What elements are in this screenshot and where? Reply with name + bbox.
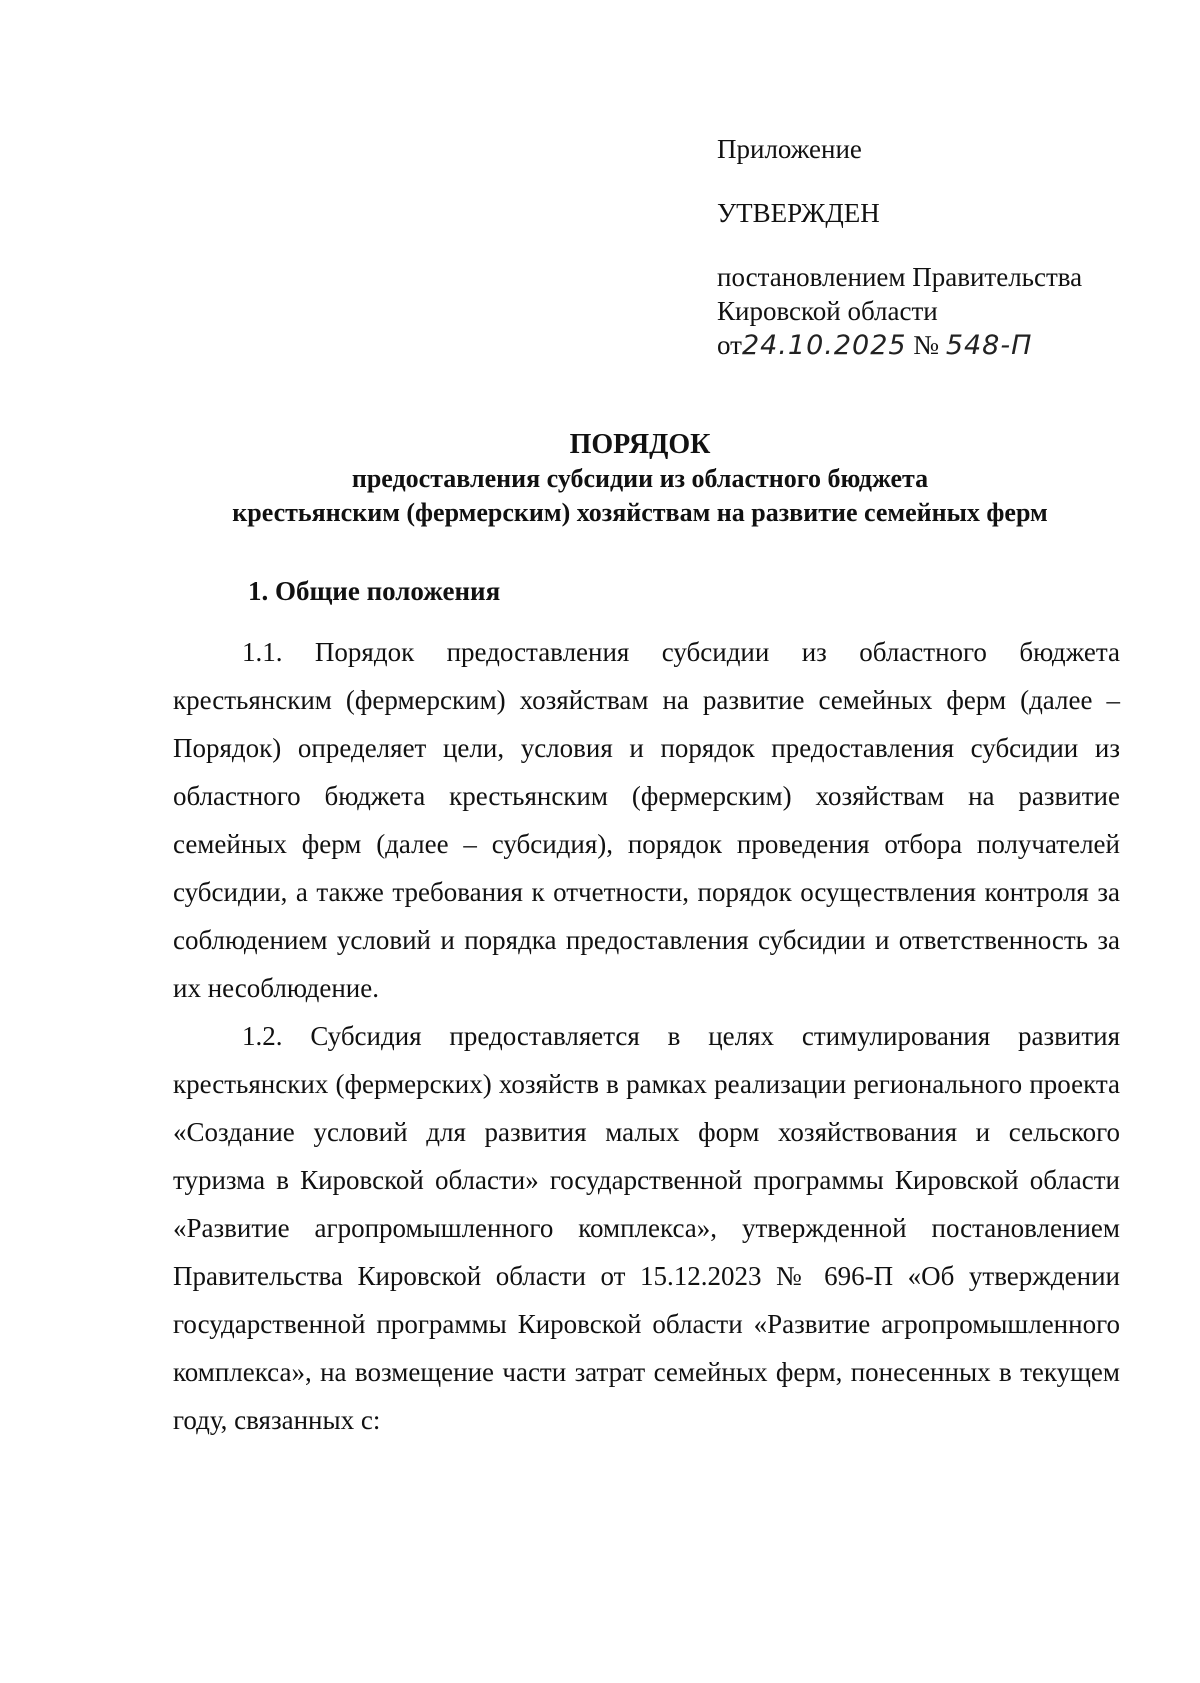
approval-block <box>717 132 1157 363</box>
paragraph-1-1: 1.1. Порядок предоставления субсидии из областного бюджета крестьянским (фермерским) хозяйствам на развитие семейных ферм (далее – Порядок) определяет цели, условия и порядок предоставления субсидии из областного бюджета крестьянским (фермерским) хозяйствам на развитие семейных ферм (далее – субсидия), порядок проведения отбора получателей субсидии, а также требования к отчетности, порядок осуществления контроля за соблюдением условий и порядка предоставления субсидии и ответственность за их несоблюдение. <box>173 637 1120 1003</box>
title-line-3: крестьянским (фермерским) хозяйствам на развитие семейных ферм <box>232 498 1048 527</box>
title-line-2: предоставления субсидии из областного бюджета <box>351 464 929 493</box>
document-title <box>150 428 1130 530</box>
resolution-line-1: постановлением Правительства <box>717 262 1083 292</box>
appendix-label: Приложение <box>717 134 862 164</box>
handwritten-number: 548-П <box>945 330 1033 361</box>
section-heading: 1. Общие положения <box>248 576 501 606</box>
handwritten-date: 24.10.2025 <box>741 330 907 361</box>
document-body <box>173 628 1120 1444</box>
number-sign: № <box>913 330 940 360</box>
resolution-date-line <box>717 328 1157 363</box>
approved-label: УТВЕРЖДЕН <box>717 198 880 228</box>
title-main: ПОРЯДОК <box>569 429 711 460</box>
date-prefix: от <box>717 330 742 360</box>
resolution-line-2: Кировской области <box>717 296 938 326</box>
paragraph-1-2: 1.2. Субсидия предоставляется в целях стимулирования развития крестьянских (фермерских) хозяйств в рамках реализации регионального проекта «Создание условий для развития малых форм хозяйствования и сельского туризма в Кировской области» государственной программы Кировской области «Развитие агропромышленного комплекса», утвержденной постановлением Правительства Кировской области от 15.12.2023 № 696-П «Об утверждении государственной программы Кировской области «Развитие агропромышленного комплекса», на возмещение части затрат семейных ферм, понесенных в текущем году, связанных с: <box>173 1021 1120 1435</box>
